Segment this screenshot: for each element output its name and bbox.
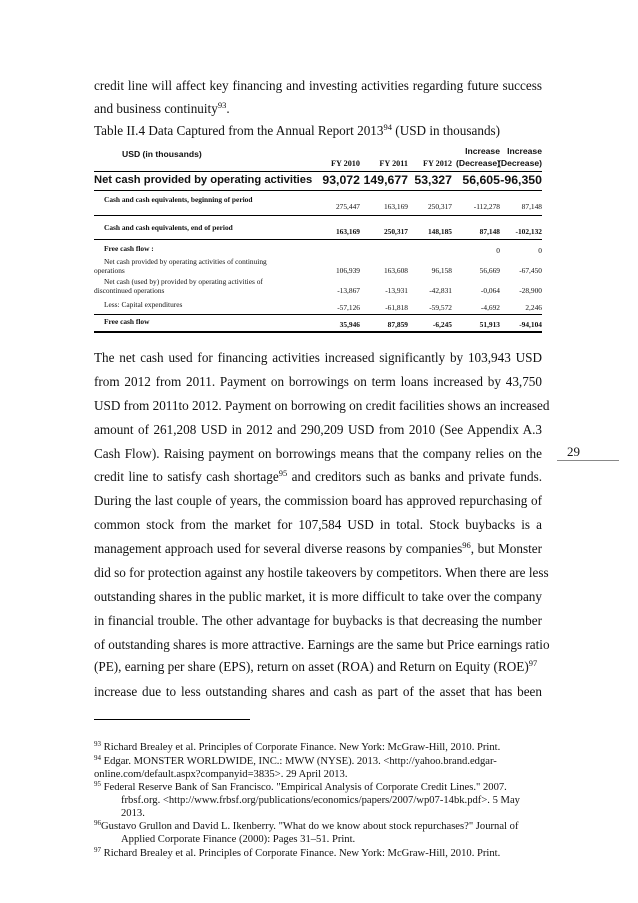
footnote-93: $^{93}$ Richard Brealey et al. Principles of Corporate Finance. New York: McGraw-Hill, 2010. Print. [94, 740, 501, 753]
footnote-95: $^{95}$ Federal Reserve Bank of San Francisco. "Empirical Analysis of Corporate Credit Lines." 2007. [94, 780, 507, 793]
body-line: outstanding shares in the public market, it is more difficult to take over the company [94, 589, 542, 604]
body-line: amount of 261,208 USD in 2012 and 290,209 USD from 2010 (See Appendix A.3 [94, 422, 542, 437]
capex-fy2012: -59,572 [429, 303, 452, 312]
begin-cash-fy2012: 250,317 [427, 202, 452, 211]
body-line: USD from 2011to 2012. Payment on borrowing on credit facilities shows an increased [94, 398, 550, 413]
discontinued-ops-label-1: Net cash (used by) provided by operating activities of [104, 277, 263, 286]
discontinued-ops-label-2: discontinued operations [94, 286, 165, 295]
end-cash-fy2011: 250,317 [383, 227, 408, 236]
table-rule-top [94, 171, 542, 172]
footnote-94: $^{94}$ Edgar. MONSTER WORLDWIDE, INC.: MWW (NYSE). 2013. <http://yahoo.brand.edgar- [94, 754, 497, 767]
continuing-ops-label-2: operations [94, 266, 125, 275]
fcf-section-change-1: 0 [496, 246, 500, 255]
intro-line-1: credit line will affect key financing and investing activities regarding future success [94, 78, 542, 93]
footnote-separator [94, 719, 250, 720]
fcf-change-1: 51,913 [479, 320, 500, 329]
footnote-ref-94: 94 [383, 122, 392, 132]
continuing-ops-fy2011: 163,608 [383, 266, 408, 275]
fcf-fy2011: 87,859 [387, 320, 408, 329]
table-rule-2 [94, 190, 542, 191]
discontinued-ops-fy2010: -13,867 [337, 286, 360, 295]
net-cash-label: Net cash provided by operating activities [94, 174, 313, 186]
footnote-ref-95: 95 [278, 468, 288, 478]
intro-line-2: and business continuity$^{93}$. [94, 100, 230, 116]
begin-cash-label: Cash and cash equivalents, beginning of period [104, 195, 253, 204]
body-line: of outstanding shares is more attractive. Earnings are the same but Price earnings ratio [94, 637, 550, 652]
continuing-ops-change-1: 56,669 [479, 266, 500, 275]
fcf-fy2012: -6,245 [432, 320, 452, 329]
footnote-96-cont: Applied Corporate Finance (2000): Pages 31–51. Print. [121, 834, 356, 845]
fcf-section-label: Free cash flow : [104, 244, 154, 253]
unit-label: USD (in thousands) [122, 149, 202, 159]
footnote-96: $^{96}$Gustavo Grullon and David L. Ikenberry. "What do we know about stock repurchases?" Journal of [94, 819, 519, 832]
body-line: increase due to less outstanding shares and cash as part of the asset that has been [94, 684, 542, 699]
fcf-section-change-2: 0 [538, 246, 542, 255]
footnote-ref-93: 93 [217, 100, 227, 110]
discontinued-ops-change-1: -0,064 [480, 286, 500, 295]
begin-cash-change-1: -112,278 [473, 202, 500, 211]
body-line: The net cash used for financing activities increased significantly by 103,943 USD [94, 350, 542, 365]
net-cash-fy2010: 93,072 [322, 173, 360, 187]
body-line: common stock from the market for 107,584 USD in total. Stock buybacks is a [94, 517, 542, 532]
header-fy2011: FY 2011 [379, 159, 408, 168]
begin-cash-fy2010: 275,447 [335, 202, 360, 211]
page-number-rule [557, 460, 619, 461]
fcf-label: Free cash flow [104, 317, 150, 326]
page-number: 29 [567, 444, 580, 459]
net-cash-change-1: 56,605 [462, 173, 500, 187]
net-cash-change-2: -96,350 [500, 173, 542, 187]
continuing-ops-fy2012: 96,158 [431, 266, 452, 275]
table-rule-5 [94, 314, 542, 315]
body-line: management approach used for several diverse reasons by companies$^{96}$, but Monster [94, 540, 542, 556]
header-decrease-1: (Decrease) [456, 158, 500, 168]
net-cash-fy2012: 53,327 [414, 173, 452, 187]
continuing-ops-label-1: Net cash provided by operating activities of continuing [104, 257, 267, 266]
end-cash-label: Cash and cash equivalents, end of period [104, 223, 233, 232]
capex-fy2011: -61,818 [385, 303, 408, 312]
header-increase-1: Increase [465, 146, 500, 156]
discontinued-ops-fy2012: -42,831 [429, 286, 452, 295]
discontinued-ops-change-2: -28,900 [519, 286, 542, 295]
footnote-97: $^{97}$ Richard Brealey et al. Principles of Corporate Finance. New York: McGraw-Hill, 2010. Print. [94, 846, 501, 859]
table-rule-3 [94, 215, 542, 216]
footnote-94-cont: online.com/default.aspx?companyid=3835>. 29 April 2013. [94, 769, 348, 780]
footnote-95-cont: 2013. [121, 808, 145, 819]
continuing-ops-change-2: -67,450 [519, 266, 542, 275]
header-fy2010: FY 2010 [330, 159, 360, 168]
continuing-ops-fy2010: 106,939 [335, 266, 360, 275]
discontinued-ops-fy2011: -13,931 [385, 286, 408, 295]
fcf-fy2010: 35,946 [339, 320, 360, 329]
header-fy2012: FY 2012 [422, 159, 452, 168]
table-caption: Table II.4 Data Captured from the Annual Report 2013$^{94}$ (USD in thousands) [94, 122, 501, 138]
end-cash-fy2010: 163,169 [335, 227, 360, 236]
capex-label: Less: Capital expenditures [104, 300, 183, 309]
footnote-95-cont: frbsf.org. <http://www.frbsf.org/publications/economics/papers/2007/wp07-14bk.pdf>. 5 May [121, 795, 520, 806]
footnote-ref-96: 96 [462, 540, 471, 550]
body-line: in financial trouble. The other advantage for buybacks is that decreasing the number [94, 613, 542, 628]
capex-change-1: -4,692 [480, 303, 500, 312]
begin-cash-fy2011: 163,169 [383, 202, 408, 211]
header-increase-2: Increase [507, 146, 542, 156]
body-line: credit line to satisfy cash shortage$^{95}$ and creditors such as banks and private funds. [94, 468, 543, 484]
end-cash-change-1: 87,148 [479, 227, 500, 236]
fcf-change-2: -94,104 [519, 320, 542, 329]
capex-fy2010: -57,126 [337, 303, 360, 312]
end-cash-fy2012: 148,185 [427, 227, 452, 236]
net-cash-fy2011: 149,677 [363, 173, 408, 187]
footnote-ref-97: 97 [528, 658, 538, 668]
body-line: did so for protection against any hostile takeovers by competitors. When there are less [94, 565, 549, 580]
body-line: Cash Flow). Raising payment on borrowings means that the company relies on the [94, 446, 542, 461]
body-line: During the last couple of years, the commission board has approved repurchasing of [94, 493, 542, 508]
begin-cash-change-2: 87,148 [521, 202, 542, 211]
table-rule-4 [94, 239, 542, 240]
body-line: from 2012 from 2011. Payment on borrowings on term loans increased by 43,750 [94, 374, 542, 389]
header-decrease-2: (Decrease) [498, 158, 542, 168]
capex-change-2: 2,246 [525, 303, 542, 312]
table-rule-bottom [94, 331, 542, 333]
body-line: (PE), earning per share (EPS), return on asset (ROA) and Return on Equity (ROE)$^{97}$ [94, 658, 538, 674]
end-cash-change-2: -102,132 [515, 227, 542, 236]
